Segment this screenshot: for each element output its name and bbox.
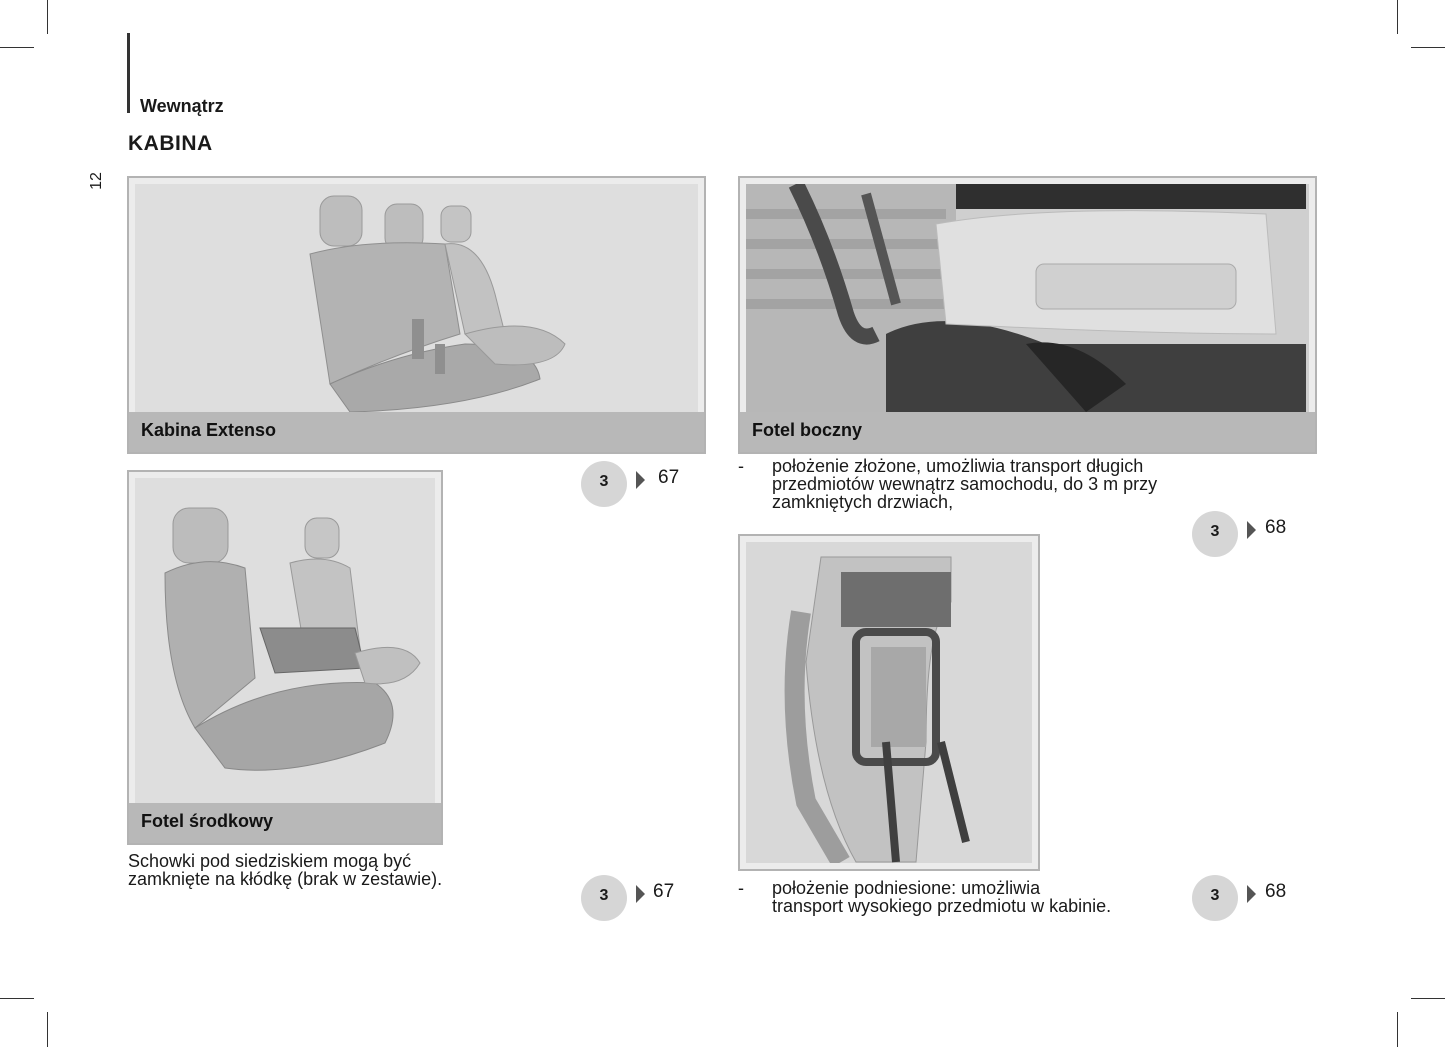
figure-kabina-extenso [127, 176, 706, 454]
bullet-podniesione [738, 879, 1188, 915]
chapter-number: 3 [599, 473, 609, 490]
crop-mark [47, 1012, 48, 1047]
page-reference[interactable] [1192, 511, 1302, 559]
text-line: zamknięte na kłódkę (brak w zestawie). [128, 869, 443, 889]
reference-page: 68 [1265, 517, 1287, 538]
arrow-right-icon [636, 471, 645, 489]
figure-caption: Kabina Extenso [129, 412, 704, 452]
page-title: KABINA [128, 132, 213, 155]
crop-mark [1397, 1012, 1398, 1047]
figure-fotel-srodkowy [127, 470, 443, 845]
text-line: położenie złożone, umożliwia transport długich [772, 456, 1144, 476]
middle-seat-image [135, 478, 435, 803]
page-reference[interactable] [581, 461, 691, 509]
arrow-right-icon [1247, 885, 1256, 903]
crop-mark [0, 998, 34, 999]
section-marker [127, 33, 130, 113]
page-reference[interactable] [581, 875, 691, 923]
page-number: 12 [88, 172, 105, 190]
text-line: transport wysokiego przedmiotu w kabinie. [772, 896, 1112, 916]
figure-caption: Fotel boczny [740, 412, 1315, 452]
chapter-number: 3 [1210, 523, 1220, 540]
crop-mark [0, 47, 34, 48]
text-line: położenie podniesione: umożliwia [772, 878, 1041, 898]
text-line: Schowki pod siedziskiem mogą być [128, 851, 412, 871]
bullet-dash: - [738, 878, 744, 898]
text-line: zamkniętych drzwiach, [772, 492, 954, 512]
crop-mark [1411, 998, 1445, 999]
side-seat-image [746, 184, 1309, 412]
crop-mark [47, 0, 48, 34]
chapter-number: 3 [599, 887, 609, 904]
seats-bench-image [135, 184, 698, 412]
chapter-number: 3 [1210, 887, 1220, 904]
figure-fotel-boczny [738, 176, 1317, 454]
figure-caption: Fotel środkowy [129, 803, 441, 843]
section-heading: Wewnątrz [140, 96, 224, 116]
schowki-note [128, 852, 442, 888]
arrow-right-icon [636, 885, 645, 903]
bullet-dash: - [738, 456, 744, 476]
crop-mark [1397, 0, 1398, 34]
reference-page: 67 [658, 467, 680, 488]
reference-page: 68 [1265, 881, 1287, 902]
reference-page: 67 [653, 881, 675, 902]
crop-mark [1411, 47, 1445, 48]
raised-seat-image [746, 542, 1032, 863]
figure-fotel-podniesiony [738, 534, 1040, 871]
arrow-right-icon [1247, 521, 1256, 539]
text-line: przedmiotów wewnątrz samochodu, do 3 m przy [772, 474, 1158, 494]
page-reference[interactable] [1192, 875, 1302, 923]
bullet-zlozone [738, 457, 1298, 511]
